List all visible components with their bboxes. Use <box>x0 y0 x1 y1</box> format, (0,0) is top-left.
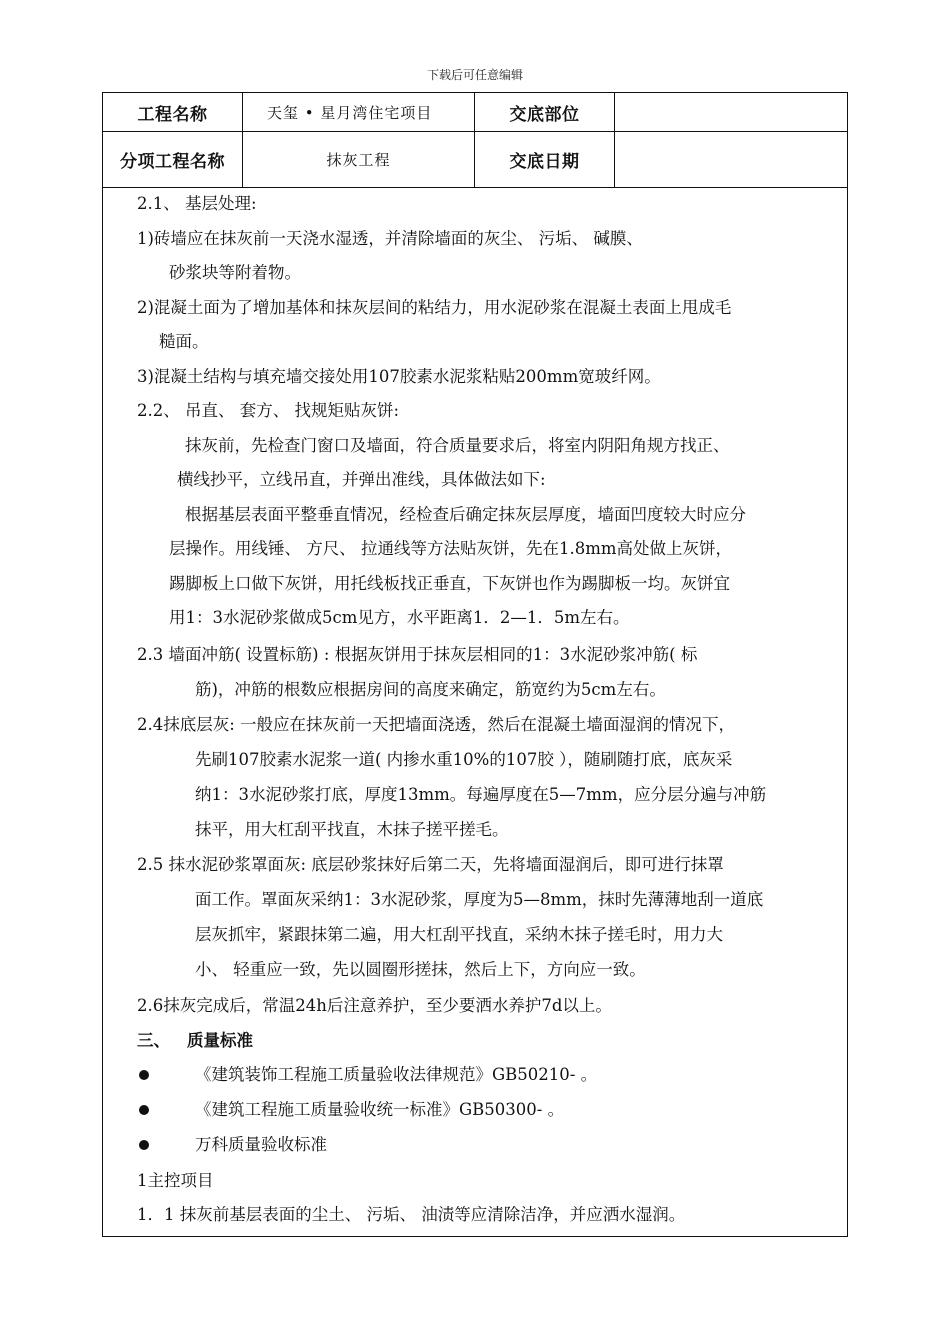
body-line: 筋)，冲筋的根数应根据房间的高度来确定，筋宽约为5cm左右。 <box>195 680 666 699</box>
body-line: 用1：3水泥砂浆做成5cm见方，水平距离1．2—1．5m左右。 <box>169 608 630 627</box>
project-name-label: 工程名称 <box>103 93 243 131</box>
bullet-dot <box>139 1140 149 1150</box>
body-line: 2.4抹底层灰: 一般应在抹灰前一天把墙面浇透，然后在混凝土墙面湿润的情况下， <box>137 715 736 734</box>
page-note: 下载后可任意编辑 <box>426 68 523 82</box>
body-line: 糙面。 <box>159 332 209 351</box>
body-line: 面工作。罩面灰采纳1：3水泥砂浆，厚度为5—8mm，抹时先薄薄地刮一道底 <box>195 890 764 909</box>
body-line: 先刷107胶素水泥浆一道( 内掺水重10%的107胶 ），随刷随打底，底灰采 <box>195 750 733 769</box>
body-line: 横线抄平，立线吊直，并弹出准线，具体做法如下: <box>177 470 546 489</box>
project-name-value: 天玺 • 星月湾住宅项目 <box>243 93 475 131</box>
body-line: 层操作。用线锤、 方尺、 拉通线等方法贴灰饼，先在1.8mm高处做上灰饼， <box>169 539 733 558</box>
body-line: 砂浆块等附着物。 <box>169 263 301 282</box>
body-line: 根据基层表面平整垂直情况，经检查后确定抹灰层厚度，墙面凹度较大时应分 <box>185 505 746 524</box>
date-label: 交底日期 <box>475 132 615 187</box>
body-line: 抹灰前，先检查门窗口及墙面，符合质量要求后，将室内阴阳角规方找正、 <box>185 436 730 455</box>
table-header <box>103 93 847 188</box>
body-line: 2.2、 吊直、 套方、 找规矩贴灰饼: <box>137 401 400 420</box>
location-label: 交底部位 <box>475 93 615 131</box>
disclosure-table <box>102 92 848 1237</box>
bullet-dot <box>139 1070 149 1080</box>
body-line: 2.5 抹水泥砂浆罩面灰: 底层砂浆抹好后第二天，先将墙面湿润后，即可进行抹罩 <box>137 855 724 874</box>
body-line: 层灰抓牢，紧跟抹第二遍，用大杠刮平找直，采纳木抹子搓毛时，用力大 <box>195 925 723 944</box>
date-value <box>615 132 847 187</box>
sub-project-value: 抹灰工程 <box>243 132 475 187</box>
location-value <box>615 93 847 131</box>
body-line: 2)混凝土面为了增加基体和抹灰层间的粘结力，用水泥砂浆在混凝土表面上甩成毛 <box>137 298 732 317</box>
body-line: 1主控项目 <box>137 1171 214 1190</box>
bullet-item: 《建筑装饰工程施工质量验收法律规范》GB50210- 。 <box>195 1065 598 1084</box>
body-line: 1)砖墙应在抹灰前一天浇水湿透，并清除墙面的灰尘、 污垢、 碱膜、 <box>137 229 643 248</box>
body-line: 纳1：3水泥砂浆打底，厚度13mm。每遍厚度在5—7mm，应分层分遍与冲筋 <box>195 785 767 804</box>
body-line: 2.3 墙面冲筋( 设置标筋) : 根据灰饼用于抹灰层相同的1：3水泥砂浆冲筋( 标 <box>137 645 698 664</box>
section-title: 质量标准 <box>187 1031 253 1050</box>
section-number: 三、 <box>137 1031 170 1050</box>
bullet-dot <box>139 1105 149 1115</box>
bullet-item: 万科质量验收标准 <box>195 1135 327 1154</box>
body-line: 踢脚板上口做下灰饼，用托线板找正垂直，下灰饼也作为踢脚板一均。灰饼宜 <box>169 574 730 593</box>
sub-project-label: 分项工程名称 <box>103 132 243 187</box>
body-line: 1．1 抹灰前基层表面的尘土、 污垢、 油渍等应清除洁净，并应洒水湿润。 <box>137 1205 686 1224</box>
body-line: 3)混凝土结构与填充墙交接处用107胶素水泥浆粘贴200mm宽玻纤网。 <box>137 367 661 386</box>
body-line: 2.6抹灰完成后，常温24h后注意养护，至少要洒水养护7d以上。 <box>137 996 612 1015</box>
body-line: 小、 轻重应一致，先以圆圈形搓抹，然后上下，方向应一致。 <box>195 960 646 979</box>
header-row-1 <box>103 93 847 132</box>
body-line: 抹平，用大杠刮平找直，木抹子搓平搓毛。 <box>195 820 509 839</box>
header-row-2 <box>103 132 847 187</box>
body-line: 2.1、 基层处理: <box>137 194 257 213</box>
bullet-item: 《建筑工程施工质量验收统一标准》GB50300- 。 <box>195 1100 565 1119</box>
